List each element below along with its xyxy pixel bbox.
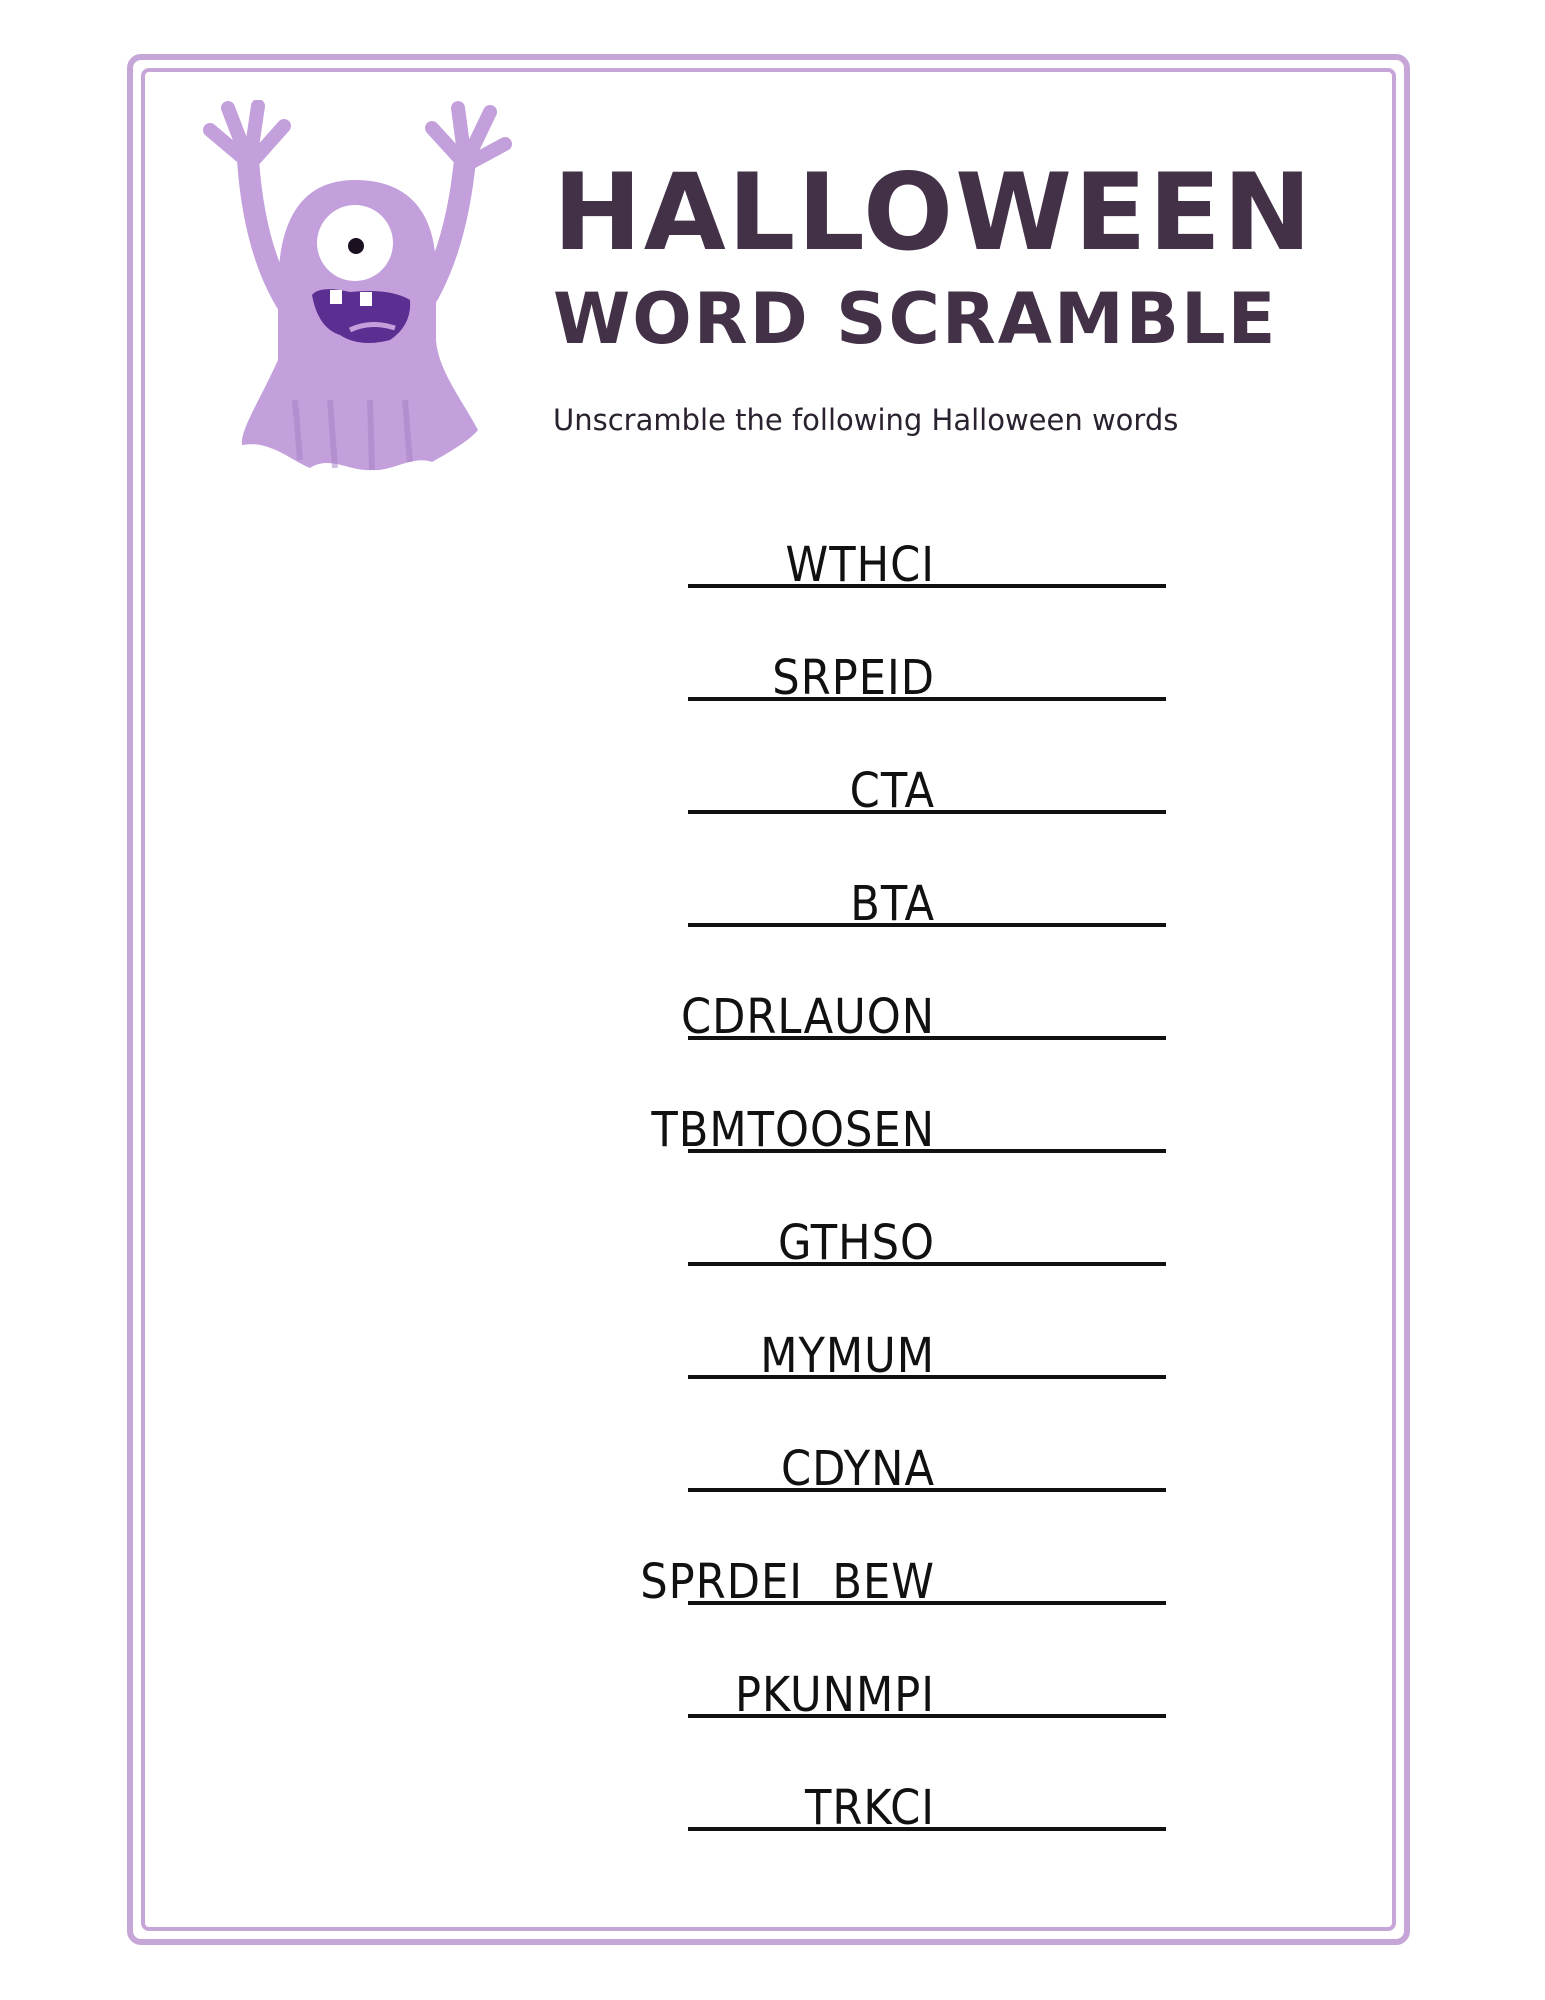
word-row (300, 648, 1200, 761)
answer-blank (688, 1714, 1166, 1718)
scrambled-word: PKUNMPI (734, 1667, 935, 1723)
word-row (300, 1778, 1200, 1891)
answer-blank (688, 1601, 1166, 1605)
scrambled-word: SRPEID (772, 650, 935, 706)
worksheet-subtitle: WORD SCRAMBLE (553, 278, 1278, 360)
word-row (300, 1213, 1200, 1326)
worksheet-title: HALLOWEEN (553, 151, 1314, 274)
answer-blank (688, 1262, 1166, 1266)
answer-blank (688, 584, 1166, 588)
purple-monster-icon (200, 100, 520, 480)
answer-blank (688, 923, 1166, 927)
scrambled-word-list (300, 535, 1200, 1891)
word-row (300, 1100, 1200, 1213)
word-row (300, 874, 1200, 987)
answer-blank (688, 1827, 1166, 1831)
word-row (300, 1665, 1200, 1778)
scrambled-word: MYMUM (760, 1328, 935, 1384)
scrambled-word: WTHCI (785, 537, 935, 593)
scrambled-word: BTA (850, 876, 935, 932)
answer-blank (688, 810, 1166, 814)
word-row (300, 1439, 1200, 1552)
scrambled-word: CDRLAUON (681, 989, 935, 1045)
answer-blank (688, 1036, 1166, 1040)
word-row (300, 761, 1200, 874)
scrambled-word: TBMTOOSEN (651, 1102, 935, 1158)
scrambled-word: CDYNA (781, 1441, 935, 1497)
instructions-text: Unscramble the following Halloween words (553, 403, 1179, 437)
answer-blank (688, 1488, 1166, 1492)
word-row (300, 987, 1200, 1100)
word-row (300, 535, 1200, 648)
answer-blank (688, 1375, 1166, 1379)
scrambled-word: CTA (849, 763, 935, 819)
answer-blank (688, 697, 1166, 701)
answer-blank (688, 1149, 1166, 1153)
word-row (300, 1326, 1200, 1439)
scrambled-word: TRKCI (805, 1780, 935, 1836)
word-row (300, 1552, 1200, 1665)
scrambled-word: GTHSO (777, 1215, 935, 1271)
scrambled-word: SPRDEI BEW (640, 1554, 935, 1610)
